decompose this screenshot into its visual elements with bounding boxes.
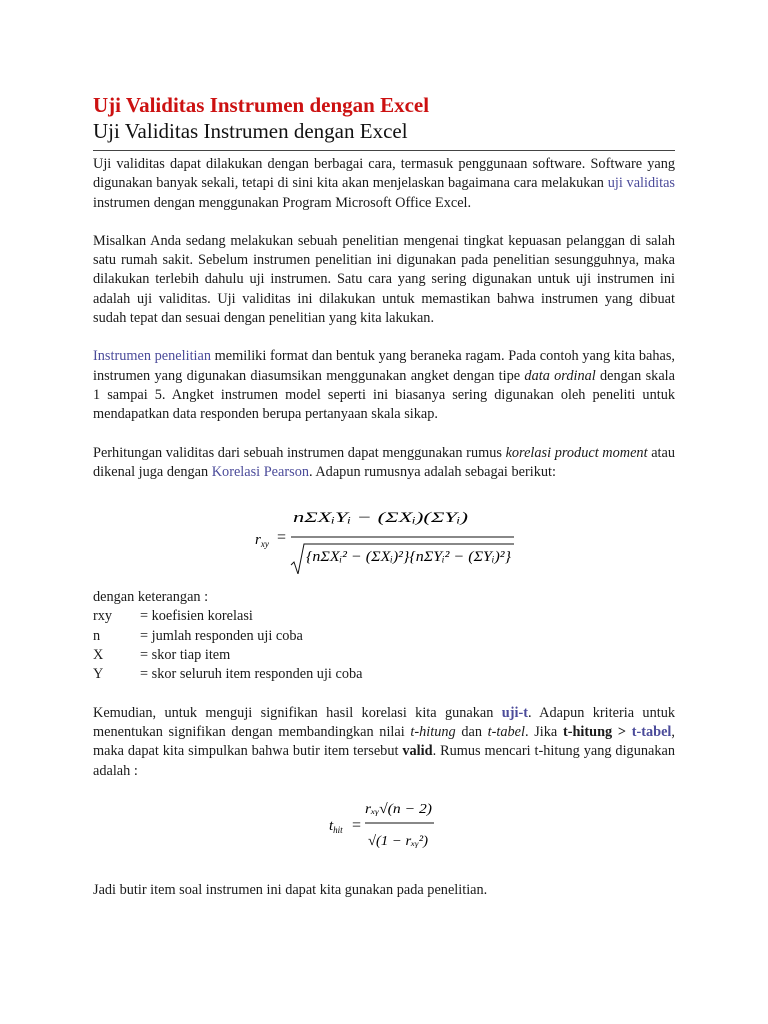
legend-row bbox=[93, 627, 675, 646]
para4-text-a: Perhitungan validitas dari sebuah instrumen dapat menggunakan rumus bbox=[93, 444, 506, 461]
legend-symbol: n bbox=[93, 627, 101, 644]
para5-text-e: , maka dapat kita simpulkan bahwa butir item tersebut bbox=[93, 723, 675, 760]
para5-text-a: Kemudian, untuk menguji signifikan hasil korelasi kita gunakan bbox=[93, 704, 502, 721]
pearson-numerator: nΣXᵢYᵢ − (ΣXᵢ)(ΣYᵢ) bbox=[293, 510, 468, 527]
thit-symbol: $t_{hit}$ bbox=[329, 817, 343, 835]
paragraph-formula-intro bbox=[93, 444, 675, 483]
t-formula-svg bbox=[93, 793, 675, 861]
link-uji-t[interactable]: uji-t bbox=[501, 704, 528, 721]
para5-bold-t-hitung: t-hitung > bbox=[562, 723, 632, 740]
legend-symbol: rxy bbox=[93, 608, 113, 625]
pearson-formula bbox=[93, 482, 675, 574]
para5-italic-t-tabel: t-tabel bbox=[487, 723, 525, 740]
para4-text-b: atau dikenal juga dengan bbox=[93, 444, 676, 480]
legend-intro: dengan keterangan : bbox=[93, 589, 209, 606]
link-korelasi-pearson[interactable]: Korelasi Pearson bbox=[211, 463, 309, 480]
article-body bbox=[93, 92, 675, 900]
legend-block bbox=[93, 588, 675, 684]
para5-text-d: . Jika bbox=[525, 723, 563, 740]
para1-text-a: Uji validitas dapat dilakukan dengan berbagai cara, termasuk penggunaan software. Software yang digunakan banyak sekali, tetapi di sini kita akan menjelaskan bagaimana cara melakukan bbox=[93, 156, 675, 192]
para4-text-c: . Adapun rumusnya adalah sebagai berikut: bbox=[309, 463, 556, 480]
link-instrumen-penelitian[interactable]: Instrumen penelitian bbox=[93, 348, 212, 365]
para5-bold-valid: valid bbox=[402, 743, 433, 760]
para4-italic: korelasi product moment bbox=[505, 444, 648, 461]
equals-sign: = bbox=[277, 529, 287, 547]
t-numerator: rₓᵧ√(n − 2) bbox=[365, 801, 433, 817]
para5-text-f: . Rumus mencari t-hitung yang digunakan adalah : bbox=[93, 743, 675, 779]
paragraph-instrument bbox=[93, 347, 675, 424]
rxy-symbol: $r_{xy}$ bbox=[255, 532, 269, 550]
page-title: Uji Validitas Instrumen dengan Excel bbox=[93, 118, 675, 151]
para5-text-c: dan bbox=[455, 723, 488, 740]
para5-italic-t-hitung: t-hitung bbox=[410, 723, 456, 740]
paragraph-conclusion: Jadi butir item soal instrumen ini dapat kita gunakan pada penelitian. bbox=[93, 881, 488, 898]
t-equals-sign: = bbox=[352, 816, 362, 834]
para5-text-b: . Adapun kriteria untuk menentukan signifikan dengan membandingkan nilai bbox=[93, 704, 675, 740]
para3-text-b: dengan skala 1 sampai 5. Angket instrumen model seperti ini biasanya sering digunakan oleh peneliti untuk mendapatkan data responden berupa pertanyaan skala sikap. bbox=[93, 367, 675, 423]
paragraph-t-test bbox=[93, 704, 675, 781]
t-denominator: √(1 − rₓᵧ²) bbox=[368, 833, 429, 849]
legend-symbol: X bbox=[93, 647, 104, 664]
link-t-tabel[interactable]: t-tabel bbox=[631, 723, 672, 740]
para1-text-b: instrumen dengan menggunakan Program Microsoft Office Excel. bbox=[93, 194, 472, 211]
pearson-formula-svg bbox=[93, 482, 675, 574]
red-heading: Uji Validitas Instrumen dengan Excel bbox=[93, 93, 430, 117]
legend-symbol: Y bbox=[93, 666, 104, 683]
link-uji-validitas[interactable]: uji validitas bbox=[607, 175, 675, 192]
pearson-denominator: {nΣXᵢ² − (ΣXᵢ)²}{nΣYᵢ² − (ΣYᵢ)²} bbox=[306, 549, 511, 566]
legend-row bbox=[93, 607, 675, 626]
t-formula bbox=[93, 793, 675, 861]
para3-italic: data ordinal bbox=[524, 367, 596, 384]
legend-desc: = jumlah responden uji coba bbox=[140, 627, 303, 644]
legend-row bbox=[93, 646, 675, 665]
legend-desc: = skor seluruh item responden uji coba bbox=[140, 666, 363, 683]
para3-text-a: memiliki format dan bentuk yang beraneka ragam. Pada contoh yang kita bahas, instrumen yang digunakan diasumsikan menggunakan angket dengan tipe bbox=[93, 348, 675, 384]
legend-row bbox=[93, 665, 675, 684]
legend-desc: = skor tiap item bbox=[140, 647, 231, 664]
legend-desc: = koefisien korelasi bbox=[140, 608, 253, 625]
paragraph-example: Misalkan Anda sedang melakukan sebuah penelitian mengenai tingkat kepuasan pelanggan di salah satu rumah sakit. Sebelum instrumen penelitian ini digunakan pada penelitian sesungguhnya, maka dilakukan terlebih dahulu uji instrumen. Satu cara yang sering digunakan untuk uji instrumen ini adalah uji validitas. Uji validitas ini dilakukan untuk memastikan bahwa instrumen yang dibuat sudah tepat dan sesuai dengan penelitian yang kita lakukan. bbox=[93, 232, 675, 327]
paragraph-intro bbox=[93, 155, 675, 213]
